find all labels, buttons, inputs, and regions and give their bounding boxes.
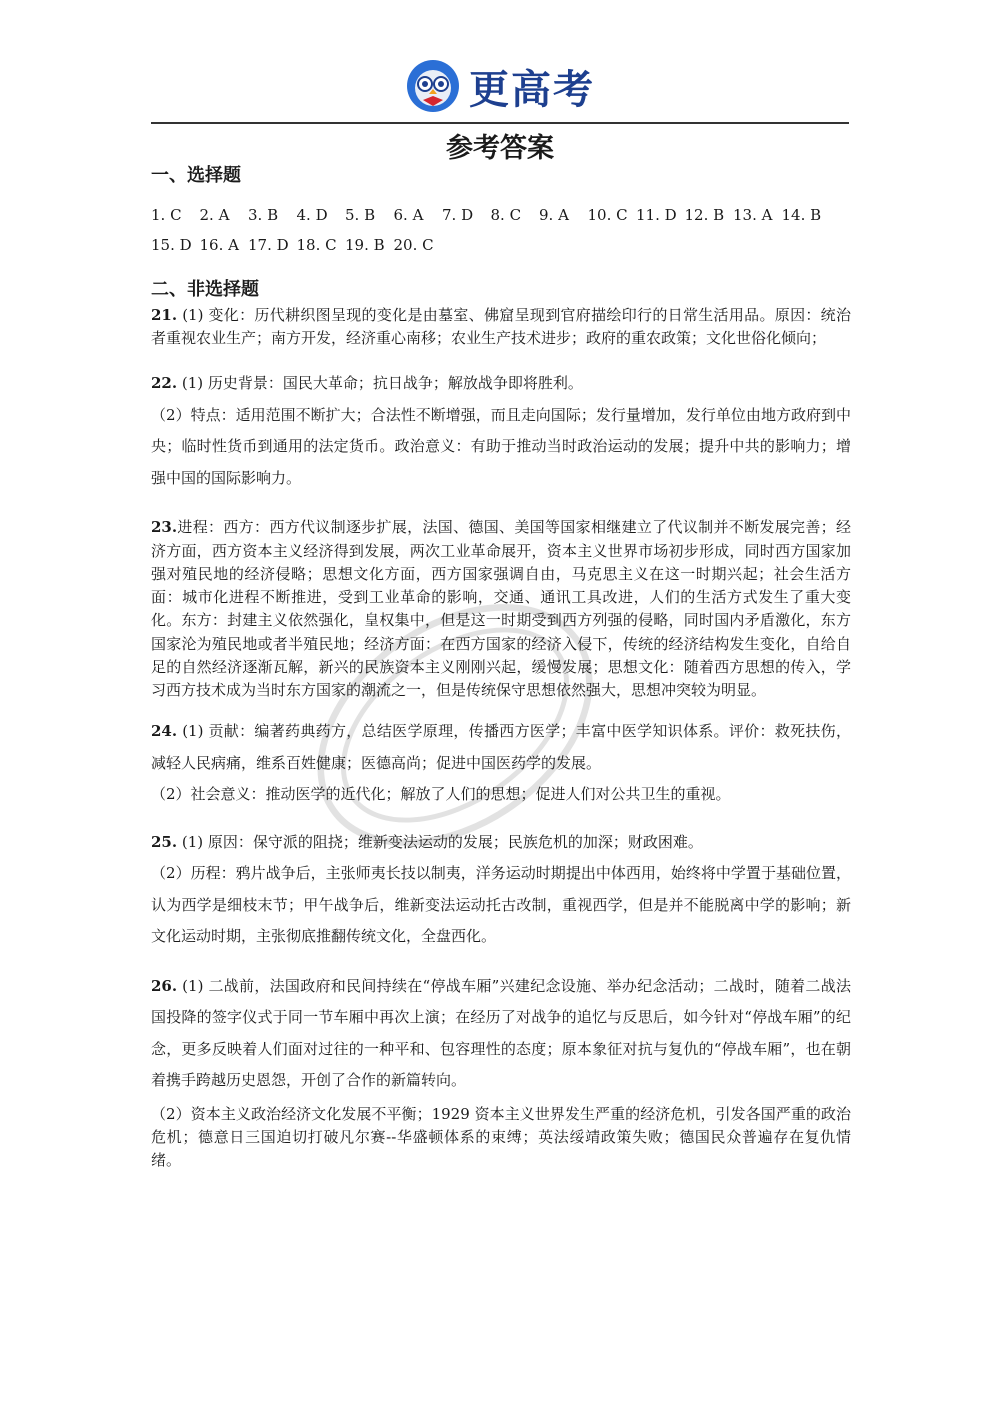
choice-answer-item: 14. B [781, 205, 822, 224]
choice-answer-item: 4. D [296, 205, 328, 224]
section-heading-choice: 一、选择题 [151, 165, 241, 186]
question-number: 21. [151, 305, 178, 324]
choice-answer-item: 18. C [296, 235, 337, 254]
answer-text: 进程：西方：西方代议制逐步扩展，法国、德国、美国等国家相继建立了代议制并不断发展完善；经济方面，西方资本主义经济得到发展，两次工业革命展开，资本主义世界市场初步形成，同时西方国家加强对殖民地的经济侵略；思想文化方面，西方国家强调自由，马克思主义在这一时期兴起；社会生活方面：城市化进程不断推进，受到工业革命的影响，交通、通讯工具改进，人们的生活方式发生了重大变化。东方：封建主义依然强化，皇权集中，但是这一时期受到西方列强的侵略，同时国内矛盾激化，东方国家沦为殖民地或者半殖民地；经济方面：在西方国家的经济入侵下，传统的经济结构发生变化，自给自足的自然经济逐渐瓦解，新兴的民族资本主义刚刚兴起，缓慢发展；思想文化：随着西方思想的传入，学习西方技术成为当时东方国家的潮流之一，但是传统保守思想依然强大，思想冲突较为明显。 [151, 518, 851, 700]
answer-text: （2）特点：适用范围不断扩大；合法性不断增强，而且走向国际；发行量增加，发行单位由地方政府到中央；临时性货币到通用的法定货币。政治意义：有助于推动当时政治运动的发展；提升中共的影响力；增强中国的国际影响力。 [151, 405, 851, 487]
choice-answer-item: 17. D [248, 235, 289, 254]
choice-answers-row [151, 230, 851, 260]
answer-text: (1) 历史背景：国民大革命；抗日战争；解放战争即将胜利。 [181, 374, 583, 393]
answer-25 [151, 827, 851, 953]
choice-answer-item: 1. C [151, 205, 182, 224]
choice-answer-item: 9. A [539, 205, 569, 224]
question-number: 24. [151, 722, 178, 741]
answer-text: (1) 变化：历代耕织图呈现的变化是由墓室、佛窟呈现到官府描绘印行的日常生活用品。原因：统治者重视农业生产；南方开发，经济重心南移；农业生产技术进步；政府的重农政策；文化世俗化倾向； [151, 305, 851, 348]
choice-answer-item: 15. D [151, 235, 192, 254]
answer-24 [151, 716, 851, 811]
page-title: 参考答案 [446, 133, 554, 164]
choice-answer-item: 8. C [490, 205, 522, 224]
choice-answer-item: 16. A [199, 235, 239, 254]
answer-26 [151, 971, 851, 1173]
question-number: 26. [151, 976, 178, 995]
question-number: 23. [151, 518, 178, 537]
brand-text: 更高考 [469, 66, 595, 113]
choice-answer-item: 6. A [393, 205, 424, 224]
answer-text: （2）资本主义政治经济文化发展不平衡；1929 资本主义世界发生严重的经济危机，引发各国严重的政治危机；德意日三国迫切打破凡尔赛--华盛顿体系的束缚；英法绥靖政策失败；德国民众普遍存在复仇情绪。 [151, 1104, 851, 1170]
answer-text: (1) 贡献：编著药典药方，总结医学原理，传播西方医学；丰富中医学知识体系。评价：救死扶伤，减轻人民病痛，维系百姓健康；医德高尚；促进中国医药学的发展。 [151, 722, 851, 772]
section-heading-non-choice: 二、非选择题 [151, 278, 259, 300]
choice-answer-item: 5. B [345, 205, 376, 224]
choice-answer-item: 2. A [199, 205, 230, 224]
header-divider [151, 122, 849, 124]
choice-answer-item: 11. D [636, 205, 677, 224]
choice-answers-row [151, 200, 851, 230]
choice-answer-item: 7. D [442, 205, 474, 224]
question-number: 25. [151, 832, 178, 851]
answer-text: （2）社会意义：推动医学的近代化；解放了人们的思想；促进人们对公共卫生的重视。 [151, 785, 731, 804]
answer-22 [151, 368, 851, 494]
choice-answer-item: 19. B [345, 235, 385, 254]
choice-answer-item: 10. C [587, 205, 628, 224]
answer-content [151, 162, 851, 1187]
choice-answer-item: 12. B [684, 205, 725, 224]
answer-text: (1) 原因：保守派的阻挠；维新变法运动的发展；民族危机的加深；财政困难。 [181, 832, 703, 851]
answer-text: (1) 二战前，法国政府和民间持续在“停战车厢”兴建纪念设施、举办纪念活动；二战时，随着二战法国投降的签字仪式于同一节车厢中再次上演；在经历了对战争的追忆与反思后，如今针对“停战车厢”的纪念，更多反映着人们面对过往的一种平和、包容理性的态度；原本象征对抗与复仇的“停战车厢”，也在朝着携手跨越历史恩怨，开创了合作的新篇转向。 [151, 976, 851, 1090]
choice-answer-item: 13. A [733, 205, 773, 224]
choice-answer-item: 20. C [393, 235, 434, 254]
question-number: 22. [151, 374, 178, 393]
answer-21 [151, 304, 851, 351]
answer-text: （2）历程：鸦片战争后，主张师夷长技以制夷，洋务运动时期提出中体西用，始终将中学置于基础位置，认为西学是细枝末节；甲午战争后，维新变法运动托古改制，重视西学，但是并不能脱离中学的影响；新文化运动时期，主张彻底推翻传统文化，全盘西化。 [151, 864, 851, 946]
owl-icon [405, 58, 461, 114]
header-logo [0, 58, 1000, 114]
choice-answers [151, 200, 851, 260]
choice-answer-item: 3. B [248, 205, 279, 224]
answer-23 [151, 516, 851, 702]
